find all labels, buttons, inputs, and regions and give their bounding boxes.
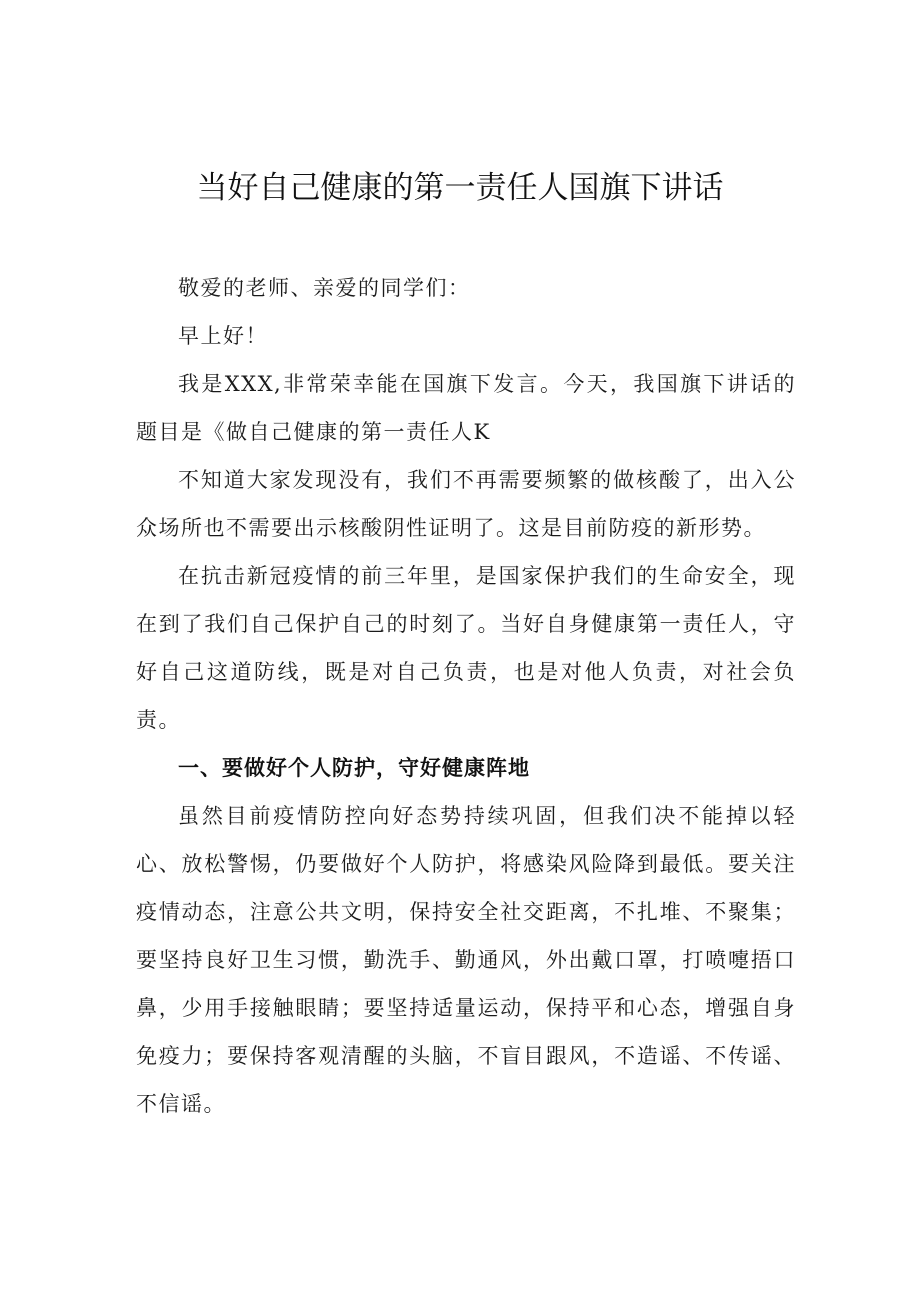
document-body (136, 264, 796, 1128)
section-paragraph: 虽然目前疫情防控向好态势持续巩固，但我们决不能掉以轻心、放松警惕，仍要做好个人防护，将感染风险降到最低。要关注疫情动态，注意公共文明，保持安全社交距离，不扎堆、不聚集；要坚持良好卫生习惯，勤洗手、勤通风，外出戴口罩，打喷嚏捂口鼻，少用手接触眼睛；要坚持适量运动，保持平和心态，增强自身免疫力；要保持客观清醒的头脑，不盲目跟风，不造谣、不传谣、不信谣。 (136, 804, 796, 1116)
salutation: 敬爱的老师、亲爱的同学们： (178, 276, 471, 300)
paragraph-situation: 不知道大家发现没有，我们不再需要频繁的做核酸了，出入公众场所也不需要出示核酸阴性证明了。这是目前防疫的新形势。 (136, 468, 796, 540)
paragraph-intro: 我是XXX,非常荣幸能在国旗下发言。今天，我国旗下讲话的题目是《做自己健康的第一责任人K (136, 372, 796, 444)
document-title: 当好自己健康的第一责任人国旗下讲话 (196, 170, 724, 206)
greeting: 早上好！ (178, 324, 268, 348)
paragraph-responsibility: 在抗击新冠疫情的前三年里，是国家保护我们的生命安全，现在到了我们自己保护自己的时刻了。当好自身健康第一责任人，守好自己这道防线，既是对自己负责，也是对他人负责，对社会负责。 (136, 564, 796, 732)
section-heading: 一、要做好个人防护，守好健康阵地 (178, 756, 530, 780)
